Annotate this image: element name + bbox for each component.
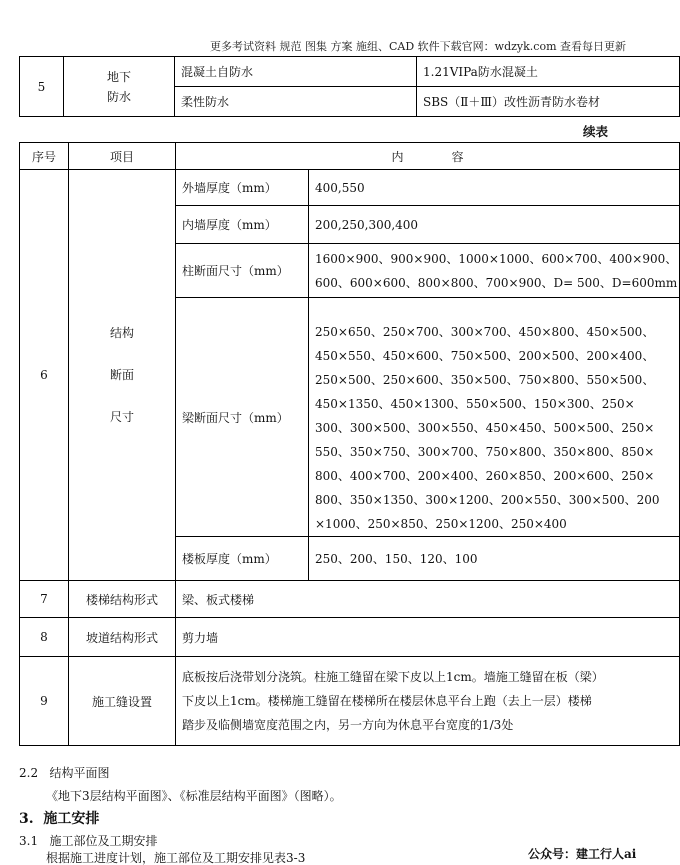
table-row — [20, 618, 680, 657]
row-number: 7 — [20, 581, 69, 618]
row-content: 剪力墙 — [176, 618, 680, 657]
row-item: 楼梯结构形式 — [69, 581, 176, 618]
chapter-heading — [19, 808, 99, 828]
value-line: 600、600×600、800×800、700×900、D= 500、D=600mm — [315, 275, 678, 290]
row-number: 5 — [20, 57, 64, 117]
content-line: 底板按后浇带划分浇筑。柱施工缝留在梁下皮以上1cm。墙施工缝留在板（梁） — [182, 670, 604, 684]
section-heading — [19, 764, 110, 781]
row-number: 8 — [20, 618, 69, 657]
section-title: 施工部位及工期安排 — [49, 834, 158, 848]
section-number: 3.1 — [19, 834, 39, 848]
chapter-number: 3. — [19, 811, 34, 827]
header-content: 内 容 — [176, 143, 680, 170]
item-line: 断面 — [109, 368, 134, 382]
watermark: 公众号：建工行人ai — [528, 847, 637, 861]
subrow-label: 柱断面尺寸（mm） — [176, 244, 309, 298]
detail-cell: SBS（Ⅱ＋Ⅲ）改性沥青防水卷材 — [417, 87, 680, 117]
chapter-title: 施工安排 — [43, 811, 100, 827]
table-header-row — [20, 143, 680, 170]
section-paragraph: 《地下3层结构平面图》、《标准层结构平面图》（图略）。 — [46, 789, 342, 803]
cutoff-paragraph: 根据施工进度计划，施工部位及工期安排见表3-3 — [46, 851, 306, 865]
value-line: 550、350×750、300×700、750×800、350×800、850× — [315, 445, 655, 459]
item-line: 尺寸 — [109, 410, 134, 424]
subrow-value: 400,550 — [309, 170, 680, 206]
subrow-value — [309, 244, 680, 298]
subrow-value: 250、200、150、120、100 — [309, 537, 680, 581]
value-line: 1600×900、900×900、1000×1000、600×700、400×900、 — [315, 251, 678, 266]
waterproof-table — [19, 56, 680, 117]
continuation-label: 续表 — [583, 124, 609, 139]
subrow-value — [309, 298, 680, 537]
value-line: 250×500、250×600、350×500、750×800、550×500、 — [315, 373, 655, 387]
table-row — [20, 657, 680, 746]
row-number: 6 — [20, 170, 69, 581]
item-line: 防水 — [106, 89, 131, 104]
section-heading — [19, 832, 158, 849]
detail-cell: 1.21VIPa防水混凝土 — [417, 57, 680, 87]
item-line: 地下 — [106, 69, 131, 84]
row-item — [64, 57, 175, 117]
row-item — [69, 170, 176, 581]
table-row — [20, 170, 680, 206]
page-header-banner: 更多考试资料 规范 图集 方案 施组、CAD 软件下载官网：wdzyk.com 查看每日更新 — [210, 40, 626, 53]
subrow-value: 200,250,300,400 — [309, 206, 680, 244]
structure-table — [19, 142, 680, 746]
subrow-label: 内墙厚度（mm） — [176, 206, 309, 244]
value-line: 300、300×500、300×550、450×450、500×500、250× — [315, 421, 655, 435]
row-content — [176, 657, 680, 746]
content-line: 下皮以上1cm。楼梯施工缝留在楼梯所在楼层休息平台上跑（去上一层）楼梯 — [182, 694, 592, 708]
section-title: 结构平面图 — [49, 766, 110, 780]
subrow-label: 外墙厚度（mm） — [176, 170, 309, 206]
header-no: 序号 — [20, 143, 69, 170]
table-row — [20, 57, 680, 87]
value-line: 800、350×1350、300×1200、200×550、300×500、200 — [315, 493, 660, 507]
value-line: 450×550、450×600、750×500、200×500、200×400、 — [315, 349, 655, 363]
value-line: 800、400×700、200×400、260×850、200×600、250× — [315, 469, 655, 483]
subrow-label: 梁断面尺寸（mm） — [176, 298, 309, 537]
value-line: 250×650、250×700、300×700、450×800、450×500、 — [315, 325, 655, 339]
row-content: 梁、板式楼梯 — [176, 581, 680, 618]
header-item: 项目 — [69, 143, 176, 170]
subrow-label: 楼板厚度（mm） — [176, 537, 309, 581]
row-item: 施工缝设置 — [69, 657, 176, 746]
section-number: 2.2 — [19, 766, 39, 780]
item-line: 结构 — [109, 326, 134, 340]
table-row — [20, 581, 680, 618]
method-cell: 混凝土自防水 — [175, 57, 417, 87]
row-item: 坡道结构形式 — [69, 618, 176, 657]
method-cell: 柔性防水 — [175, 87, 417, 117]
value-line: ×1000、250×850、250×1200、250×400 — [315, 517, 567, 531]
content-line: 踏步及临侧墙宽度范围之内，另一方向为休息平台宽度的1/3处 — [182, 718, 514, 732]
value-line: 450×1350、450×1300、550×500、150×300、250× — [315, 397, 635, 411]
row-number: 9 — [20, 657, 69, 746]
